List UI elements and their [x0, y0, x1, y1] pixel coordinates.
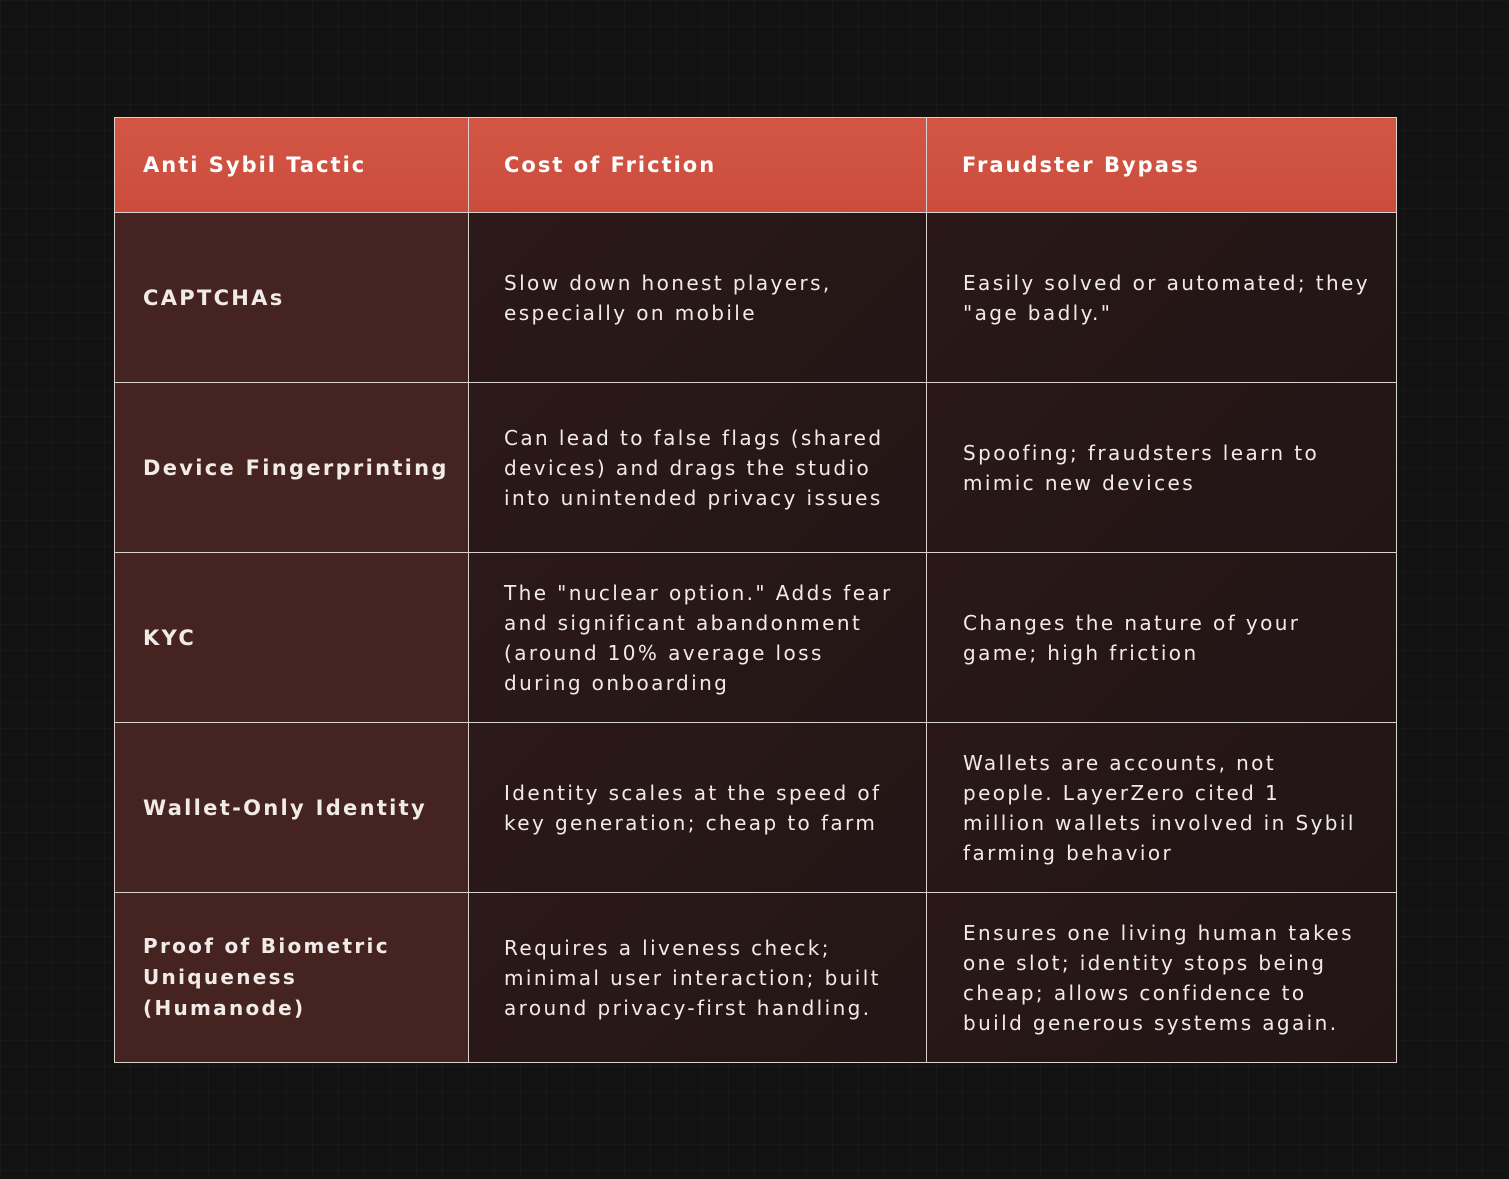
header-cost-of-friction: Cost of Friction [469, 118, 927, 213]
bypass-cell: Spoofing; fraudsters learn to mimic new devices [927, 383, 1397, 553]
bypass-cell: Easily solved or automated; they "age badly." [927, 213, 1397, 383]
bypass-cell: Ensures one living human takes one slot; identity stops being cheap; allows confidence to build generous systems again. [927, 893, 1397, 1063]
cost-cell: Can lead to false flags (shared devices) and drags the studio into unintended privacy issues [469, 383, 927, 553]
table-row [115, 723, 1397, 893]
tactic-cell: KYC [115, 553, 469, 723]
bypass-cell: Changes the nature of your game; high friction [927, 553, 1397, 723]
tactic-cell: Device Fingerprinting [115, 383, 469, 553]
table-row [115, 213, 1397, 383]
table-row [115, 893, 1397, 1063]
header-fraudster-bypass: Fraudster Bypass [927, 118, 1397, 213]
table-body [115, 213, 1397, 1063]
cost-cell: Requires a liveness check; minimal user interaction; built around privacy-first handling. [469, 893, 927, 1063]
table-row [115, 553, 1397, 723]
bypass-cell: Wallets are accounts, not people. LayerZero cited 1 million wallets involved in Sybil farming behavior [927, 723, 1397, 893]
cost-cell: Identity scales at the speed of key generation; cheap to farm [469, 723, 927, 893]
table-row [115, 383, 1397, 553]
cost-cell: Slow down honest players, especially on mobile [469, 213, 927, 383]
comparison-table-container [114, 117, 1396, 1061]
table-header [115, 118, 1397, 213]
header-anti-sybil-tactic: Anti Sybil Tactic [115, 118, 469, 213]
cost-cell: The "nuclear option." Adds fear and significant abandonment (around 10% average loss during onboarding [469, 553, 927, 723]
anti-sybil-comparison-table [114, 117, 1397, 1063]
tactic-cell: Wallet-Only Identity [115, 723, 469, 893]
header-row [115, 118, 1397, 213]
tactic-cell: CAPTCHAs [115, 213, 469, 383]
tactic-cell: Proof of Biometric Uniqueness (Humanode) [115, 893, 469, 1063]
